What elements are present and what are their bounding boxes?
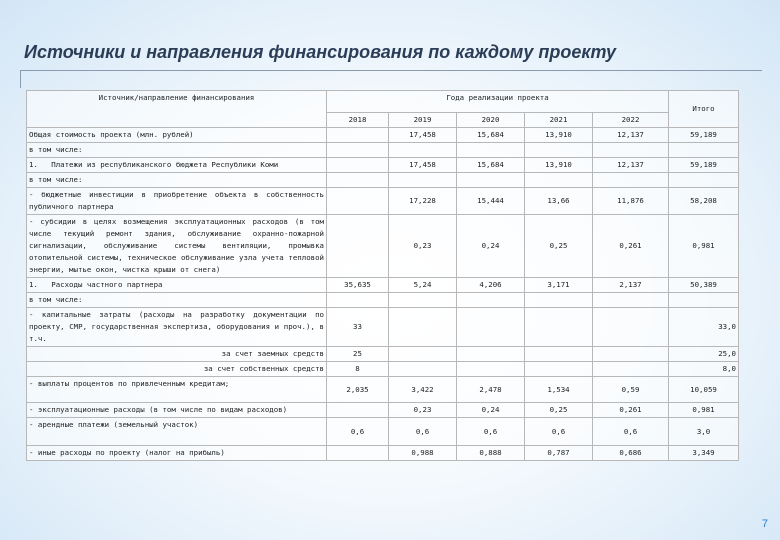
cell-2019: 5,24 (389, 278, 457, 293)
cell-2019: 17,228 (389, 188, 457, 215)
table-row (27, 377, 739, 403)
header-years-group: Года реализации проекта (327, 91, 669, 113)
cell-total: 50,389 (669, 278, 739, 293)
table-row (27, 143, 739, 158)
header-total: Итого (669, 91, 739, 128)
financing-table (26, 90, 739, 461)
cell-2022: 2,137 (593, 278, 669, 293)
cell-total: 8,0 (669, 362, 739, 377)
cell-total: 0,981 (669, 215, 739, 278)
cell-2019: 17,458 (389, 158, 457, 173)
cell-total: 3,349 (669, 446, 739, 461)
cell-2018: 33 (327, 308, 389, 347)
table-row (27, 215, 739, 278)
cell-2021: 0,25 (525, 403, 593, 418)
cell-total: 3,0 (669, 418, 739, 446)
header-year-2020: 2020 (457, 113, 525, 128)
row-label: 1. Платежи из республиканского бюджета Республики Коми (27, 158, 327, 173)
cell-2020: 4,206 (457, 278, 525, 293)
table-row (27, 128, 739, 143)
table-row-highlighted (27, 278, 739, 293)
cell-2021: 0,787 (525, 446, 593, 461)
row-label: - капитальные затраты (расходы на разработку документации по проекту, СМР, государственная экспертиза, оборудования и проч.), в т.ч. (27, 308, 327, 347)
table-row-highlighted (27, 158, 739, 173)
cell-total: 0,981 (669, 403, 739, 418)
table-row (27, 362, 739, 377)
table-row (27, 308, 739, 347)
row-label: 1. Расходы частного партнера (27, 278, 327, 293)
cell-2021: 13,910 (525, 128, 593, 143)
cell-2021: 3,171 (525, 278, 593, 293)
cell-2020: 2,478 (457, 377, 525, 403)
cell-2019: 0,6 (389, 418, 457, 446)
table-row (27, 418, 739, 446)
table-row (27, 173, 739, 188)
table-row (27, 403, 739, 418)
row-label: за счет собственных средств (27, 362, 327, 377)
table-row (27, 347, 739, 362)
cell-2018: 2,035 (327, 377, 389, 403)
row-label: - арендные платежи (земельный участок) (27, 418, 327, 446)
row-label: в том числе: (27, 293, 327, 308)
header-row (27, 91, 739, 113)
cell-2018: 35,635 (327, 278, 389, 293)
cell-total: 25,0 (669, 347, 739, 362)
row-label: в том числе: (27, 173, 327, 188)
cell-2018: 0,6 (327, 418, 389, 446)
cell-2022: 0,261 (593, 403, 669, 418)
cell-2020: 15,684 (457, 158, 525, 173)
cell-2020: 0,24 (457, 215, 525, 278)
cell-2019: 0,988 (389, 446, 457, 461)
cell-2020: 15,444 (457, 188, 525, 215)
cell-2022: 0,261 (593, 215, 669, 278)
table-row (27, 293, 739, 308)
header-year-2019: 2019 (389, 113, 457, 128)
row-label: - выплаты процентов по привлеченным кредитам; (27, 377, 327, 403)
header-year-2022: 2022 (593, 113, 669, 128)
header-year-2021: 2021 (525, 113, 593, 128)
cell-2020: 15,684 (457, 128, 525, 143)
title-left-divider (20, 70, 21, 88)
cell-2022: 0,6 (593, 418, 669, 446)
row-label: - иные расходы по проекту (налог на прибыль) (27, 446, 327, 461)
header-source: Источник/направление финансирования (27, 91, 327, 128)
row-label: Общая стоимость проекта (млн. рублей) (27, 128, 327, 143)
cell-2021: 0,25 (525, 215, 593, 278)
cell-2019: 0,23 (389, 403, 457, 418)
cell-2021: 13,910 (525, 158, 593, 173)
page-number: 7 (761, 518, 768, 530)
cell-total: 58,208 (669, 188, 739, 215)
cell-2019: 0,23 (389, 215, 457, 278)
table-row (27, 188, 739, 215)
table-row (27, 446, 739, 461)
title-divider (20, 70, 762, 71)
header-year-2018: 2018 (327, 113, 389, 128)
cell-2022: 11,876 (593, 188, 669, 215)
row-label: - бюджетные инвестиции в приобретение объекта в собственность публичного партнера (27, 188, 327, 215)
cell-2021: 0,6 (525, 418, 593, 446)
cell-2020: 0,24 (457, 403, 525, 418)
cell-2019: 3,422 (389, 377, 457, 403)
cell-2020: 0,888 (457, 446, 525, 461)
cell-2022: 12,137 (593, 158, 669, 173)
row-label: - эксплуатационные расходы (в том числе по видам расходов) (27, 403, 327, 418)
cell-2020: 0,6 (457, 418, 525, 446)
cell-2021: 13,66 (525, 188, 593, 215)
cell-2022: 0,686 (593, 446, 669, 461)
cell-total: 59,189 (669, 128, 739, 143)
row-label: за счет заемных средств (27, 347, 327, 362)
cell-2019: 17,458 (389, 128, 457, 143)
cell-total: 59,189 (669, 158, 739, 173)
cell-2022: 0,59 (593, 377, 669, 403)
cell-2018: 25 (327, 347, 389, 362)
cell-total: 10,059 (669, 377, 739, 403)
cell-total: 33,0 (669, 308, 739, 347)
cell-2018: 8 (327, 362, 389, 377)
row-label: в том числе: (27, 143, 327, 158)
cell-2021: 1,534 (525, 377, 593, 403)
slide-title: Источники и направления финансирования по каждому проекту (24, 42, 617, 62)
row-label: - субсидии в целях возмещения эксплуатационных расходов (в том числе текущий ремонт здания, обслуживание охранно-пожарной сигнализации, обслуживание системы вентиляции, промывка отопительной системы, техническое обслуживание узла учета тепловой энергии, мытье окон, чистка крыши от снега) (27, 215, 327, 278)
cell-2022: 12,137 (593, 128, 669, 143)
